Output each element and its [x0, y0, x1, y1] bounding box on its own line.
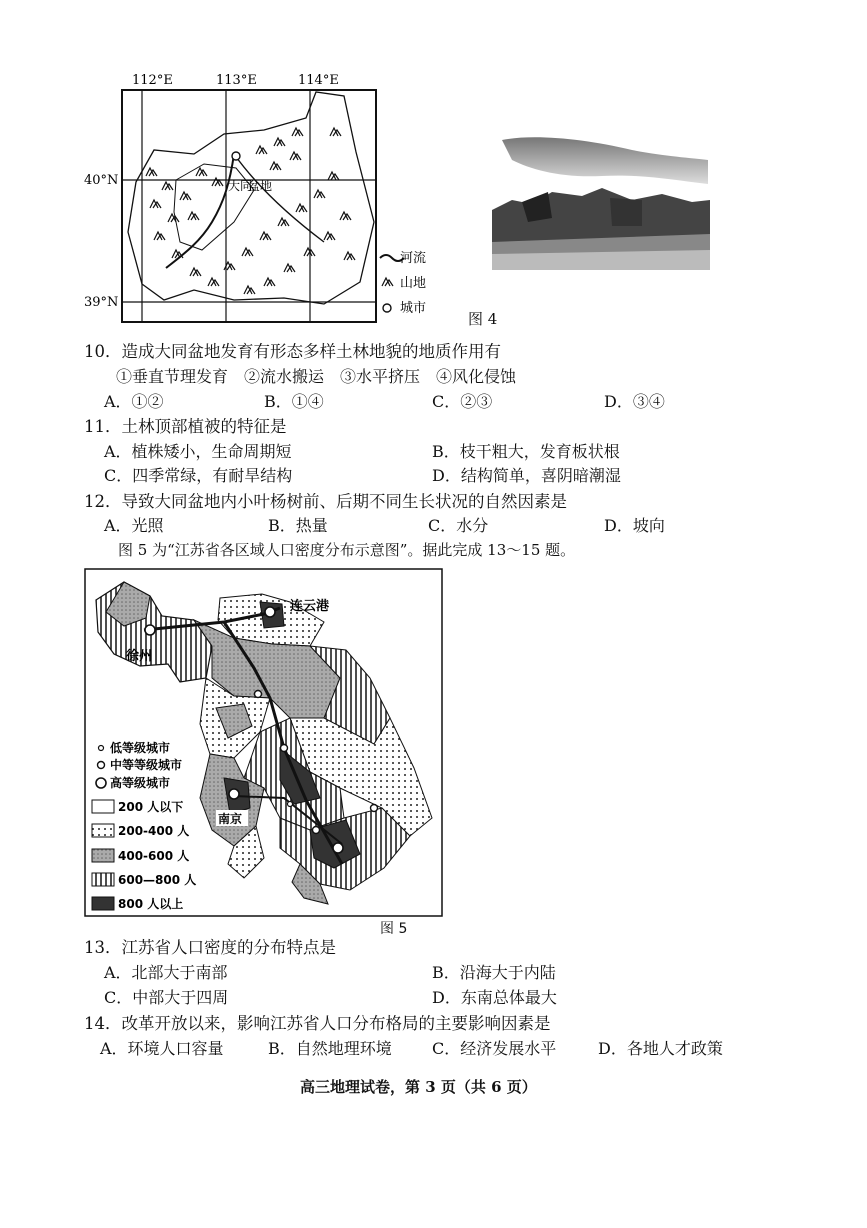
legend-density-4: 600—800 人 [118, 873, 197, 887]
question-12-stem: 12．导致大同盆地内小叶杨树前、后期不同生长状况的自然因素是 [84, 492, 567, 511]
question-10-stem: 10．造成大同盆地发育有形态多样土林地貌的地质作用有 [84, 342, 501, 361]
question-13-option-a: A．北部大于南部 [104, 963, 228, 982]
city-lianyungang: 连云港 [290, 599, 330, 614]
legend-density-2: 200-400 人 [118, 824, 190, 838]
question-10-items: ①垂直节理发育 ②流水搬运 ③水平挤压 ④风化侵蚀 [116, 367, 517, 386]
question-10-option-a: A．①② [104, 392, 164, 411]
city-xuzhou: 徐州 [126, 649, 153, 664]
legend-low-city: 低等级城市 [110, 741, 171, 755]
question-11-option-b: B．枝干粗大，发育板状根 [432, 442, 620, 461]
question-10-option-b: B．①④ [264, 392, 324, 411]
figure-4-photo [492, 130, 710, 270]
question-14-stem: 14．改革开放以来，影响江苏省人口分布格局的主要影响因素是 [84, 1014, 551, 1033]
lat-label-40: 40°N [84, 173, 119, 188]
question-14-option-a: A．环境人口容量 [100, 1039, 224, 1058]
legend-high-city: 高等级城市 [110, 776, 171, 790]
figure-4-caption: 图 4 [468, 310, 498, 328]
question-11-option-c: C．四季常绿，有耐旱结构 [104, 466, 293, 485]
figure-5-map [84, 568, 444, 918]
question-14-option-b: B．自然地理环境 [268, 1039, 392, 1058]
legend-mid-city: 中等等级城市 [110, 758, 183, 772]
legend-density-3: 400-600 人 [118, 849, 190, 863]
legend-river: 河流 [400, 251, 427, 266]
question-10-option-d: D．③④ [604, 392, 665, 411]
map-label-basin: 盆地 [248, 179, 273, 193]
question-11-stem: 11．土林顶部植被的特征是 [84, 417, 287, 436]
question-14-option-d: D．各地人才政策 [598, 1039, 723, 1058]
lon-label-114: 114°E [298, 73, 339, 88]
figure-5-caption: 图 5 [380, 921, 408, 937]
legend-density-1: 200 人以下 [118, 800, 184, 814]
figure-5-intro: 图 5 为“江苏省各区域人口密度分布示意图”。据此完成 13～15 题。 [118, 541, 576, 559]
question-10-option-c: C．②③ [432, 392, 493, 411]
legend-city: 城市 [400, 301, 427, 316]
question-12-option-c: C．水分 [428, 516, 489, 535]
question-12-option-b: B．热量 [268, 516, 328, 535]
question-14-option-c: C．经济发展水平 [432, 1039, 557, 1058]
figure-4-map [84, 72, 427, 334]
question-13-option-c: C．中部大于四周 [104, 988, 229, 1007]
question-13-stem: 13．江苏省人口密度的分布特点是 [84, 938, 336, 957]
question-11-option-a: A．植株矮小，生命周期短 [104, 442, 292, 461]
page-footer: 高三地理试卷，第 3 页（共 6 页） [300, 1078, 537, 1096]
lon-label-112: 112°E [132, 73, 173, 88]
question-12-option-d: D．坡向 [604, 516, 665, 535]
legend-mountain: 山地 [400, 276, 427, 291]
question-13-option-b: B．沿海大于内陆 [432, 963, 556, 982]
question-11-option-d: D．结构简单，喜阴暗潮湿 [432, 466, 621, 485]
lat-label-39: 39°N [84, 295, 119, 310]
city-nanjing: 南京 [218, 812, 243, 826]
question-12-option-a: A．光照 [104, 516, 164, 535]
legend-density-5: 800 人以上 [118, 897, 184, 911]
map-label-datong: 大同 [228, 179, 253, 193]
lon-label-113: 113°E [216, 73, 257, 88]
question-13-option-d: D．东南总体最大 [432, 988, 557, 1007]
